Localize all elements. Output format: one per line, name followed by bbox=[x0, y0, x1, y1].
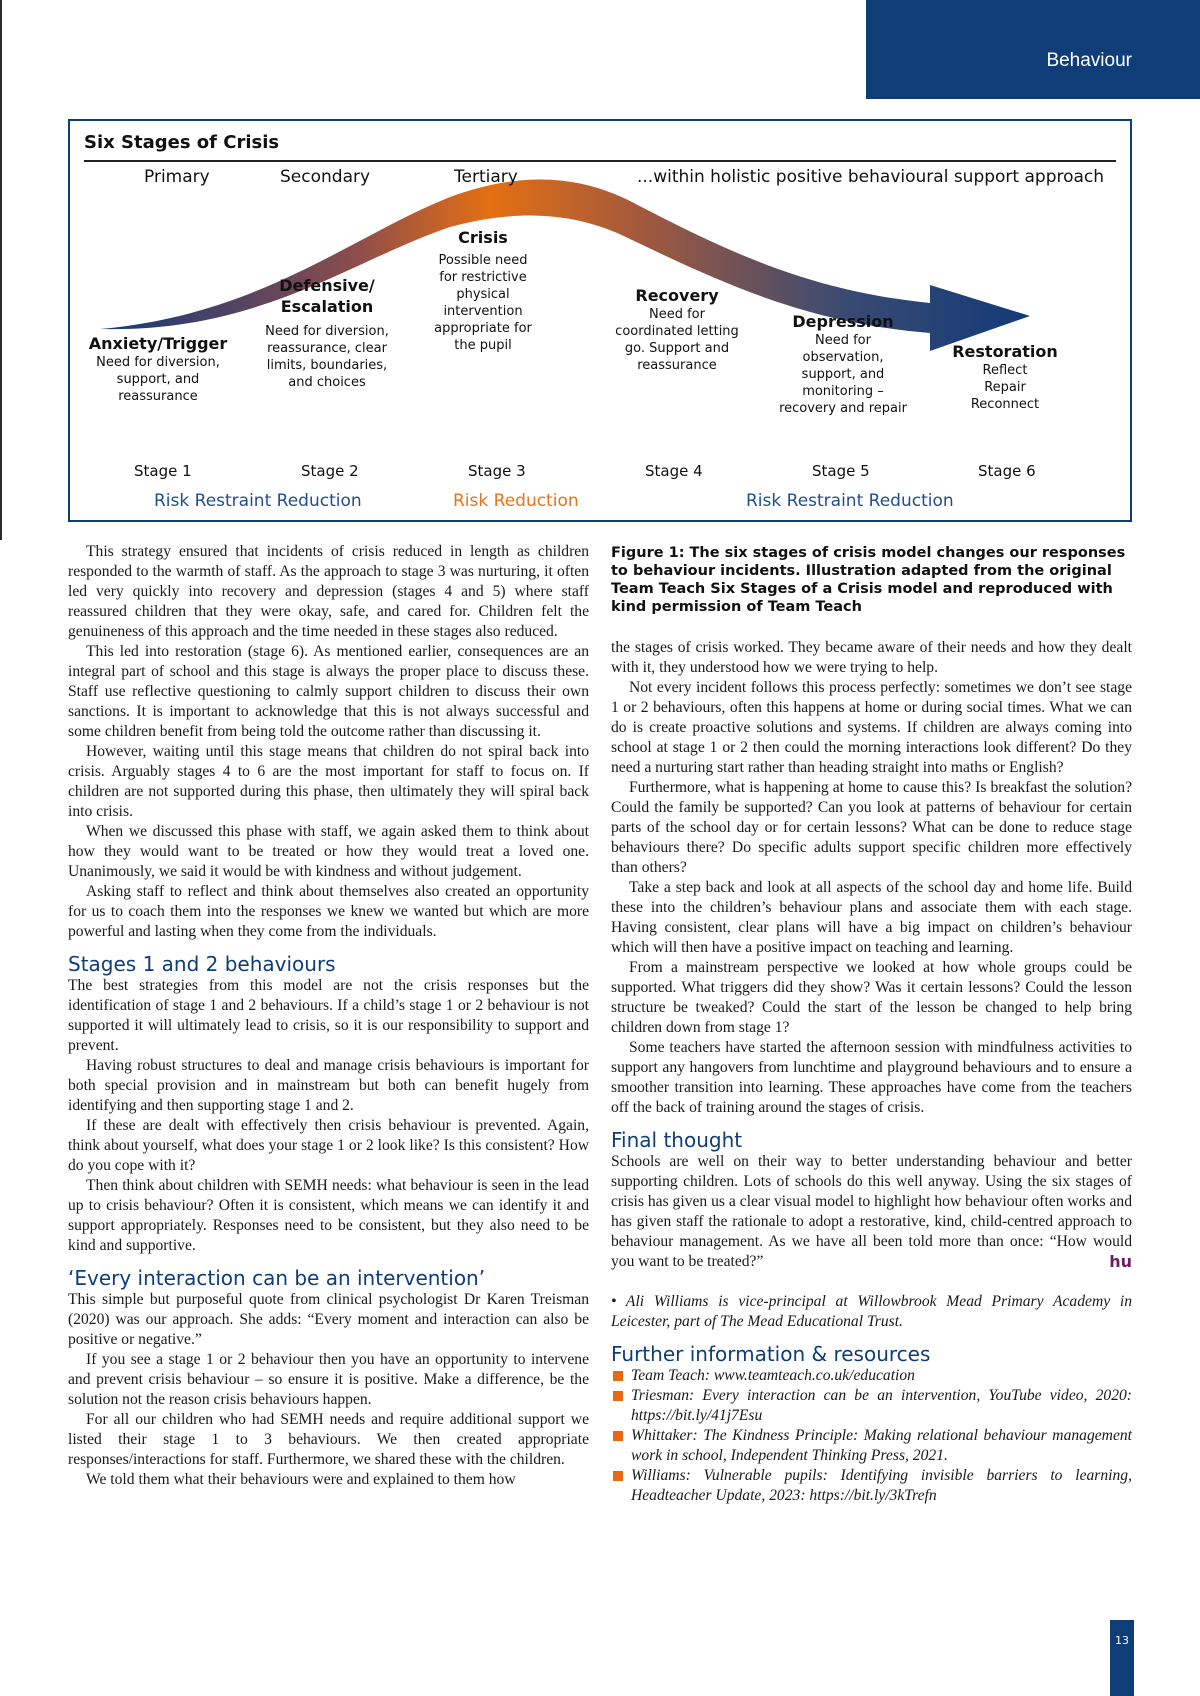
body-paragraph: This simple but purposeful quote from clinical psychologist Dr Karen Treisman (2020) was our approach. She adds: “Every moment and interaction can also be positive or negative.” bbox=[68, 1291, 589, 1348]
list-item: Whittaker: The Kindness Principle: Making relational behaviour management work in school, Independent Thinking Press, 2021. bbox=[611, 1426, 1132, 1466]
reduction-label-left: Risk Restraint Reduction bbox=[154, 491, 362, 511]
reduction-label-right: Risk Restraint Reduction bbox=[746, 491, 954, 511]
left-column bbox=[68, 542, 589, 1490]
body-paragraph: If these are dealt with effectively then crisis behaviour is prevented. Again, think about yourself, what does your stage 1 or 2 look like? Is this consistent? How do you cope with it? bbox=[68, 1117, 589, 1174]
body-paragraph: Some teachers have started the afternoon session with mindfulness activities to support any hangovers from lunchtime and playground behaviours and to ensure a smoother transition into learning. These approaches have come from the teachers off the back of training around the stages of crisis. bbox=[611, 1039, 1132, 1116]
body-paragraph: This led into restoration (stage 6). As mentioned earlier, consequences are an integral part of school and this stage is always the proper place to discuss these. Staff use reflective questioning to calmly support children to discuss their own sanctions. It is important to acknowledge that this is not always successful and some children benefit from being told the outcome rather than discussing it. bbox=[68, 643, 589, 740]
level-primary: Primary bbox=[144, 167, 210, 187]
square-bullet-icon bbox=[613, 1431, 623, 1441]
body-paragraph: This strategy ensured that incidents of crisis reduced in length as children responded to the warmth of staff. As the approach to stage 3 was nurturing, it often led very quickly into recovery and depression (stages 4 and 5) where staff reassured children that they were okay, safe, and cared for. Children felt the genuineness of this approach and the time needed in these stages also reduced. bbox=[68, 543, 589, 640]
body-paragraph: The best strategies from this model are not the crisis responses but the identification of stage 1 and 2 behaviours. If a child’s stage 1 or 2 behaviour is not supported it will ultimately lead to crisis, so it is our responsibility to support and prevent. bbox=[68, 977, 589, 1054]
stage-6-label: Stage 6 bbox=[978, 462, 1036, 480]
stage-recovery: Recovery Need for coordinated letting go. Support and reassurance bbox=[610, 285, 744, 374]
stage-2-label: Stage 2 bbox=[301, 462, 359, 480]
author-bio: • Ali Williams is vice-principal at Willowbrook Mead Primary Academy in Leicester, part of The Mead Educational Trust. bbox=[611, 1293, 1132, 1330]
figure-title-rule bbox=[84, 160, 1116, 162]
page-number: 13 bbox=[1110, 1620, 1134, 1696]
stage-heading: Recovery bbox=[635, 286, 719, 305]
body-paragraph: Asking staff to reflect and think about themselves also created an opportunity for us to coach them into the responses we knew we wanted but which are more powerful and lasting when they come from the individuals. bbox=[68, 883, 589, 940]
square-bullet-icon bbox=[613, 1471, 623, 1481]
stage-heading: Depression bbox=[792, 312, 894, 331]
body-paragraph: Having robust structures to deal and manage crisis behaviours is important for both special provision and in mainstream but both can benefit hugely from identifying and then supporting stage 1 and 2. bbox=[68, 1057, 589, 1114]
heading-resources: Further information & resources bbox=[611, 1342, 931, 1366]
level-secondary: Secondary bbox=[280, 167, 371, 187]
publication-logo-mark: hu bbox=[1109, 1252, 1132, 1271]
body-paragraph: When we discussed this phase with staff, we again asked them to think about how they would want to be treated or how they would treat a loved one. Unanimously, we said it would be with kindness and without judgement. bbox=[68, 823, 589, 880]
final-paragraph: Schools are well on their way to better understanding behaviour and better supporting children. Lots of schools do this well anyway. Using the six stages of crisis has given us a clear visual model to highlight how behaviour often works and has given staff the rationale to adopt a restorative, kind, child-centred approach to behaviour management. As we have all been told more than once: “How would you want to be treated?” hu bbox=[611, 1153, 1132, 1271]
resources-list bbox=[611, 1366, 1132, 1506]
stage-1-label: Stage 1 bbox=[134, 462, 192, 480]
square-bullet-icon bbox=[613, 1391, 623, 1401]
stage-3-label: Stage 3 bbox=[468, 462, 526, 480]
body-paragraph: Furthermore, what is happening at home to cause this? Is breakfast the solution? Could the family be supported? Can you look at patterns of behaviour for certain parts of the school day or for certain lessons? What can be done to reduce stage behaviours there? Do specific adults support specific children more effectively than others? bbox=[611, 779, 1132, 876]
stage-crisis: Crisis Possible need for restrictive physical intervention appropriate for the pupil bbox=[420, 227, 546, 354]
page-edge-rule bbox=[0, 0, 2, 540]
stage-heading: Restoration bbox=[952, 342, 1058, 361]
stage-depression: Depression Need for observation, support, and monitoring – recovery and repair bbox=[776, 311, 910, 417]
body-paragraph: Take a step back and look at all aspects of the school day and home life. Build these into the children’s behaviour plans and associate them with each stage. Having consistent, clear plans will have a big impact on children’s behaviour which will then have a positive impact on teaching and learning. bbox=[611, 879, 1132, 956]
heading-final-thought: Final thought bbox=[611, 1128, 743, 1152]
heading-every-interaction: ‘Every interaction can be an intervention’ bbox=[68, 1266, 486, 1290]
level-tertiary: Tertiary bbox=[454, 167, 518, 187]
stage-heading: Anxiety/Trigger bbox=[88, 334, 228, 353]
body-paragraph: If you see a stage 1 or 2 behaviour then you have an opportunity to intervene and prevent crisis behaviour – so ensure it is positive. Make a difference, be the solution not the reason crisis behaviours happen. bbox=[68, 1351, 589, 1408]
reduction-label-center: Risk Reduction bbox=[453, 491, 579, 511]
body-paragraph: However, waiting until this stage means that children do not spiral back into crisis. Arguably stages 4 to 6 are the most important for staff to focus on. If children are not supported during this phase, then ultimately they will spiral back into crisis. bbox=[68, 743, 589, 820]
section-tab bbox=[866, 0, 1200, 99]
body-paragraph: We told them what their behaviours were and explained to them how bbox=[86, 1471, 516, 1488]
stage-4-label: Stage 4 bbox=[645, 462, 703, 480]
right-column bbox=[611, 544, 1132, 1506]
body-paragraph: Not every incident follows this process perfectly: sometimes we don’t see stage 1 or 2 behaviours, often this happens at home or during social times. What we can do is create proactive solutions and systems. If children are always coming into school at stage 1 or 2 then could the morning interactions look different? Do they need a nurturing start rather than heading straight into maths or English? bbox=[611, 679, 1132, 776]
stage-5-label: Stage 5 bbox=[812, 462, 870, 480]
stage-defensive-escalation: Defensive/ Escalation Need for diversion, reassurance, clear limits, boundaries, and choices bbox=[262, 275, 392, 391]
stage-heading: Crisis bbox=[458, 228, 508, 247]
body-paragraph: the stages of crisis worked. They became aware of their needs and how they dealt with it, they understood how we were trying to help. bbox=[611, 639, 1132, 676]
list-item: Team Teach: www.teamteach.co.uk/education bbox=[611, 1366, 1132, 1386]
heading-stages-1-2: Stages 1 and 2 behaviours bbox=[68, 952, 336, 976]
body-paragraph: From a mainstream perspective we looked at how whole groups could be supported. What triggers did they show? Was it certain lessons? Could the lesson structure be tweaked? Could the start of the lesson be changed to help bring children down from stage 1? bbox=[611, 959, 1132, 1036]
figure-title: Six Stages of Crisis bbox=[84, 132, 280, 153]
section-label: Behaviour bbox=[1046, 50, 1132, 71]
stage-anxiety-trigger: Anxiety/Trigger Need for diversion, support, and reassurance bbox=[88, 334, 228, 404]
body-paragraph: For all our children who had SEMH needs and require additional support we listed their stage 1 to 3 behaviours. We then created appropriate responses/interactions for staff. Furthermore, we shared these with the children. bbox=[68, 1411, 589, 1468]
stage-restoration: Restoration Reflect Repair Reconnect bbox=[950, 341, 1060, 413]
level-holistic: ...within holistic positive behavioural support approach bbox=[637, 167, 1105, 187]
list-item: Triesman: Every interaction can be an intervention, YouTube video, 2020: https://bit.ly/41j7Esu bbox=[611, 1386, 1132, 1426]
list-item: Williams: Vulnerable pupils: Identifying invisible barriers to learning, Headteacher Update, 2023: https://bit.ly/3kTrefn bbox=[611, 1466, 1132, 1506]
body-paragraph: Then think about children with SEMH needs: what behaviour is seen in the lead up to crisis behaviour? Often it is consistent, which means we can identify it and support appropriately. Responses need to be consistent, but they also need to be kind and supportive. bbox=[68, 1177, 589, 1254]
square-bullet-icon bbox=[613, 1371, 623, 1381]
stage-heading: Defensive/ Escalation bbox=[279, 276, 375, 316]
six-stages-figure bbox=[68, 119, 1132, 522]
figure-caption: Figure 1: The six stages of crisis model changes our responses to behaviour incidents. Illustration adapted from the original Team Teach Six Stages of a Crisis model and reproduced with kind permission of Team Teach bbox=[611, 545, 1126, 615]
